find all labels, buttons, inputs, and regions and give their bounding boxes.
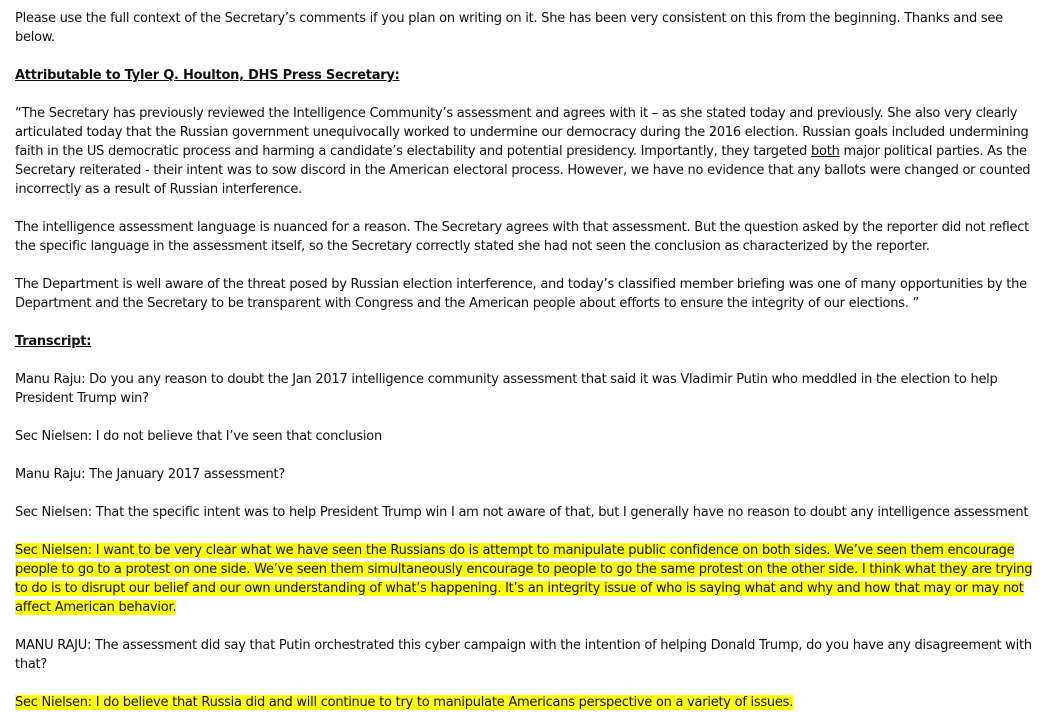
statement-p1-start: “The Secretary has previously reviewed the Intelligence Community’s assessment and agrees with it – as she stated today and previously. She also very clearly articulated today that the Russian government unequivocally worked to undermine our democracy during the 2016 election. Russian goals included undermining faith in the US democratic process and harming a candidate’s electability and potential presidency. Importantly, they targeted xyxy=(15,106,1029,159)
transcript-line xyxy=(15,465,1038,484)
spacer xyxy=(15,522,1038,541)
transcript-line xyxy=(15,503,1038,522)
spacer xyxy=(15,617,1038,636)
spacer xyxy=(15,85,1038,104)
highlighted-text: Sec Nielsen: I want to be very clear what we have seen the Russians do is attempt to manipulate public confidence on both sides. We’ve seen them encourage people to go to a protest on one side. We’ve seen them simultaneously encourage to people to go the same protest on the other side. I think what they are trying to do is to disrupt our belief and our own understanding of what’s happening. It’s an integrity issue of who is saying what and why and how that may or may not affect American behavior. xyxy=(15,543,1033,615)
transcript-line-highlighted xyxy=(15,693,1038,712)
spacer xyxy=(15,313,1038,332)
spacer xyxy=(15,351,1038,370)
transcript-heading: Transcript: xyxy=(15,334,92,349)
spacer xyxy=(15,47,1038,66)
intro-paragraph: Please use the full context of the Secretary’s comments if you plan on writing on it. She has been very consistent on this from the beginning. Thanks and see below. xyxy=(15,11,1003,45)
transcript-line-highlighted xyxy=(15,541,1038,617)
spacer xyxy=(15,484,1038,503)
transcript xyxy=(15,370,1038,712)
transcript-line-text: Sec Nielsen: I do not believe that I’ve seen that conclusion xyxy=(15,429,382,444)
transcript-line xyxy=(15,636,1038,674)
transcript-line-text: Manu Raju: Do you any reason to doubt the Jan 2017 intelligence community assessment that said it was Vladimir Putin who meddled in the election to help President Trump win? xyxy=(15,372,998,406)
spacer xyxy=(15,199,1038,218)
statement-paragraph-2: The intelligence assessment language is nuanced for a reason. The Secretary agrees with that assessment. But the question asked by the reporter did not reflect the specific language in the assessment itself, so the Secretary correctly stated she had not seen the conclusion as characterized by the reporter. xyxy=(15,220,1030,254)
spacer xyxy=(15,674,1038,693)
spacer xyxy=(15,256,1038,275)
spacer xyxy=(15,446,1038,465)
statement-paragraph-1 xyxy=(15,104,1038,199)
transcript-line-text: MANU RAJU: The assessment did say that Putin orchestrated this cyber campaign with the intention of helping Donald Trump, do you have any disagreement with that? xyxy=(15,638,1032,672)
transcript-line-text: Sec Nielsen: That the specific intent was to help President Trump win I am not aware of that, but I generally have no reason to doubt any intelligence assessment xyxy=(15,505,1029,520)
statement-paragraph-3: The Department is well aware of the threat posed by Russian election interference, and today’s classified member briefing was one of many opportunities by the Department and the Secretary to be transparent with Congress and the American people about efforts to ensure the integrity of our elections. ” xyxy=(15,277,1027,311)
highlighted-text: Sec Nielsen: I do believe that Russia did and will continue to try to manipulate Americans perspective on a variety of issues. xyxy=(15,695,794,710)
transcript-line xyxy=(15,370,1038,408)
spacer xyxy=(15,408,1038,427)
transcript-line xyxy=(15,427,1038,446)
statement-underlined-word: both xyxy=(811,144,840,159)
statement-p1-end: major political parties. As the Secretary reiterated - their intent was to sow discord in the American electoral process. However, we have no evidence that any ballots were changed or counted incorrectly as a result of Russian interference. xyxy=(15,144,1031,197)
transcript-line-text: Manu Raju: The January 2017 assessment? xyxy=(15,467,286,482)
attribution-heading: Attributable to Tyler Q. Houlton, DHS Press Secretary: xyxy=(15,68,400,83)
